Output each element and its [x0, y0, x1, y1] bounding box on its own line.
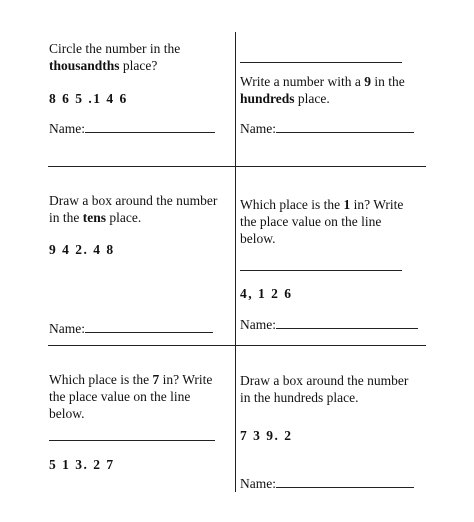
cell-4-number: 4, 1 2 6: [240, 286, 293, 301]
name-line[interactable]: [85, 320, 213, 333]
cell-6-number: 7 3 9. 2: [240, 428, 293, 443]
cell-3-number: 9 4 2. 4 8: [49, 242, 115, 257]
cell-4-answer-line[interactable]: [240, 258, 402, 275]
cell-5-number: 5 1 3. 2 7: [49, 457, 115, 472]
cell-2-name-field[interactable]: Name:: [240, 120, 414, 137]
cell-1-number: 8 6 5 .1 4 6: [49, 91, 128, 106]
name-line[interactable]: [276, 120, 414, 133]
cell-1-instruction: Circle the number in the thousandths place?: [49, 41, 181, 73]
cell-1-name-field[interactable]: Name:: [49, 120, 215, 137]
name-line[interactable]: [276, 475, 414, 488]
cell-6-name-field[interactable]: Name:: [240, 475, 414, 492]
vertical-divider: [235, 32, 236, 492]
cell-5-instruction: Which place is the 7 in? Write the place value on the line below.: [49, 372, 213, 421]
name-line[interactable]: [85, 120, 215, 133]
cell-5-answer-line[interactable]: [49, 428, 215, 445]
cell-3-name-field[interactable]: Name:: [49, 320, 213, 337]
name-line[interactable]: [276, 316, 418, 329]
horizontal-divider-1: [48, 166, 426, 167]
horizontal-divider-2: [48, 345, 426, 346]
cell-4-instruction: Which place is the 1 in? Write the place value on the line below.: [240, 197, 404, 246]
cell-2-answer-line[interactable]: [240, 50, 402, 67]
cell-3-instruction: Draw a box around the number in the tens place.: [49, 193, 218, 225]
cell-6-instruction: Draw a box around the number in the hundreds place.: [240, 373, 409, 405]
cell-4-name-field[interactable]: Name:: [240, 316, 418, 333]
cell-2-instruction: Write a number with a 9 in the hundreds place.: [240, 74, 405, 106]
